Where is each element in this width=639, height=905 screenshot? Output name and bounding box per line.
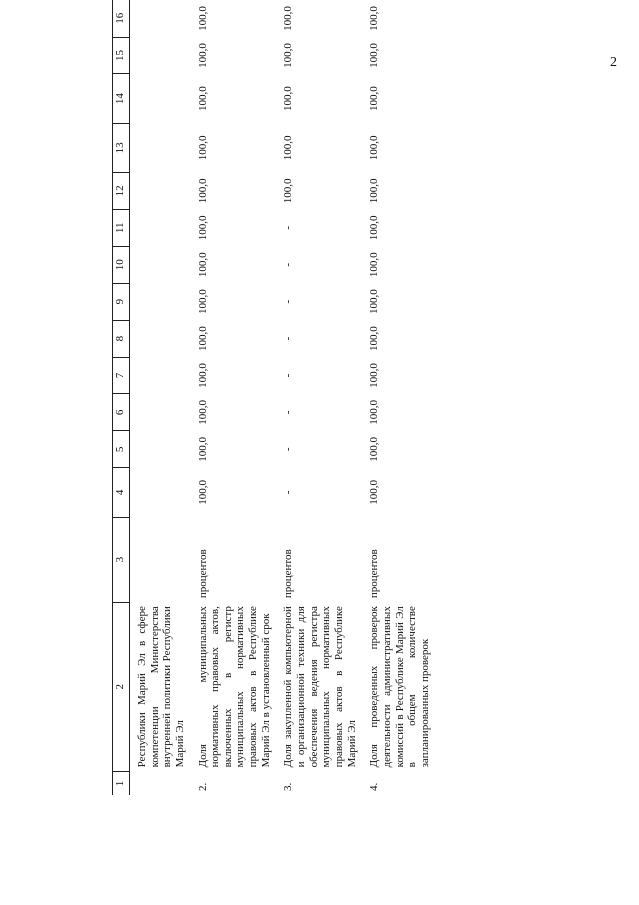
column-number: 2 xyxy=(113,602,130,771)
indicator-value: - xyxy=(282,225,295,230)
row-index xyxy=(130,771,191,795)
column-number: 12 xyxy=(113,172,130,209)
indicator-value xyxy=(130,123,191,172)
indicator-name: Доля закупленной компьютерной и организационной техники для обеспечения ведения регистра муниципальных нормативных правовых актов в Республике Марий Эл xyxy=(282,606,358,768)
indicator-value: 100,0 xyxy=(196,326,209,351)
indicator-value xyxy=(130,431,191,468)
column-number: 13 xyxy=(113,123,130,172)
indicator-value: 100,0 xyxy=(196,289,209,315)
table-row xyxy=(191,0,277,795)
indicator-value: 100,0 xyxy=(368,43,381,68)
indicator-name: Республики Марий Эл в сфере компетенции Министерства внутренней политики Республики Марий Эл xyxy=(136,606,186,768)
indicator-value xyxy=(130,172,191,209)
indicator-value: - xyxy=(282,299,295,304)
column-number: 11 xyxy=(113,209,130,246)
indicator-value: 100,0 xyxy=(368,178,381,204)
indicator-value xyxy=(130,283,191,320)
column-number: 16 xyxy=(113,0,130,37)
table-row xyxy=(276,0,362,795)
indicator-value: 100,0 xyxy=(196,178,209,204)
indicator-value: 100,0 xyxy=(368,289,381,315)
indicator-value: 100,0 xyxy=(196,135,209,161)
indicator-value xyxy=(130,209,191,246)
indicator-value xyxy=(130,394,191,431)
unit-of-measure: процентов xyxy=(368,549,381,599)
indicator-value: 100,0 xyxy=(196,43,209,68)
column-number: 4 xyxy=(113,468,130,517)
indicator-value xyxy=(130,37,191,74)
indicator-value xyxy=(130,357,191,394)
indicator-value: 100,0 xyxy=(368,215,381,241)
indicators-table xyxy=(112,0,435,795)
table-row xyxy=(362,0,435,795)
indicator-value xyxy=(130,320,191,357)
indicator-value: 100,0 xyxy=(368,86,381,111)
unit-of-measure: процентов xyxy=(196,549,209,599)
indicator-value: 100,0 xyxy=(282,6,295,31)
table-body xyxy=(113,0,436,795)
column-number: 9 xyxy=(113,283,130,320)
indicator-value: 100,0 xyxy=(368,400,381,425)
row-index: 2. xyxy=(196,782,209,791)
row-index: 4. xyxy=(368,782,381,791)
indicator-value: 100,0 xyxy=(368,326,381,351)
indicator-value: 100,0 xyxy=(196,252,209,278)
column-number: 1 xyxy=(113,771,130,795)
column-number-row xyxy=(113,0,130,795)
indicator-value: - xyxy=(282,490,295,495)
rotated-table-wrapper xyxy=(112,0,632,795)
column-number: 15 xyxy=(113,37,130,74)
indicator-value: 100,0 xyxy=(282,86,295,111)
indicator-value: 100,0 xyxy=(368,252,381,278)
column-number: 6 xyxy=(113,394,130,431)
unit-of-measure xyxy=(130,517,191,602)
indicator-value: 100,0 xyxy=(196,215,209,241)
indicator-value: 100,0 xyxy=(196,363,209,388)
indicator-value: 100,0 xyxy=(282,43,295,68)
indicator-value: 100,0 xyxy=(282,178,295,204)
row-index: 3. xyxy=(282,782,295,791)
indicator-value: 100,0 xyxy=(196,480,209,505)
indicator-name: Доля муниципальных нормативных правовых актов, включенных в регистр муниципальных нормативных правовых актов в Республике Марий Эл в установленный срок xyxy=(196,606,272,768)
indicator-value: - xyxy=(282,447,295,452)
indicator-value: - xyxy=(282,262,295,267)
indicator-value: 100,0 xyxy=(368,363,381,388)
column-number: 10 xyxy=(113,246,130,283)
indicator-value: 100,0 xyxy=(196,6,209,31)
table-row xyxy=(130,0,191,795)
indicator-value xyxy=(130,246,191,283)
indicator-name: Доля проведенных проверок деятельности административных комиссий в Республике Марий Эл в общем количестве запланированных проверок xyxy=(368,606,431,768)
indicator-value: 100,0 xyxy=(368,6,381,31)
column-number: 5 xyxy=(113,431,130,468)
column-number: 14 xyxy=(113,74,130,123)
indicator-value xyxy=(130,0,191,37)
column-number: 3 xyxy=(113,517,130,602)
page-number: 2 xyxy=(610,55,617,70)
unit-of-measure: процентов xyxy=(282,549,295,599)
indicator-value: 100,0 xyxy=(282,135,295,161)
indicator-value: 100,0 xyxy=(368,436,381,462)
indicator-value: - xyxy=(282,410,295,415)
indicator-value: 100,0 xyxy=(196,436,209,462)
indicator-value xyxy=(130,74,191,123)
indicator-value xyxy=(130,468,191,517)
column-number: 8 xyxy=(113,320,130,357)
column-number: 7 xyxy=(113,357,130,394)
indicator-value: 100,0 xyxy=(368,480,381,505)
indicator-value: - xyxy=(282,336,295,341)
indicator-value: 100,0 xyxy=(196,86,209,111)
indicator-value: - xyxy=(282,373,295,378)
indicator-value: 100,0 xyxy=(196,400,209,425)
indicator-value: 100,0 xyxy=(368,135,381,161)
